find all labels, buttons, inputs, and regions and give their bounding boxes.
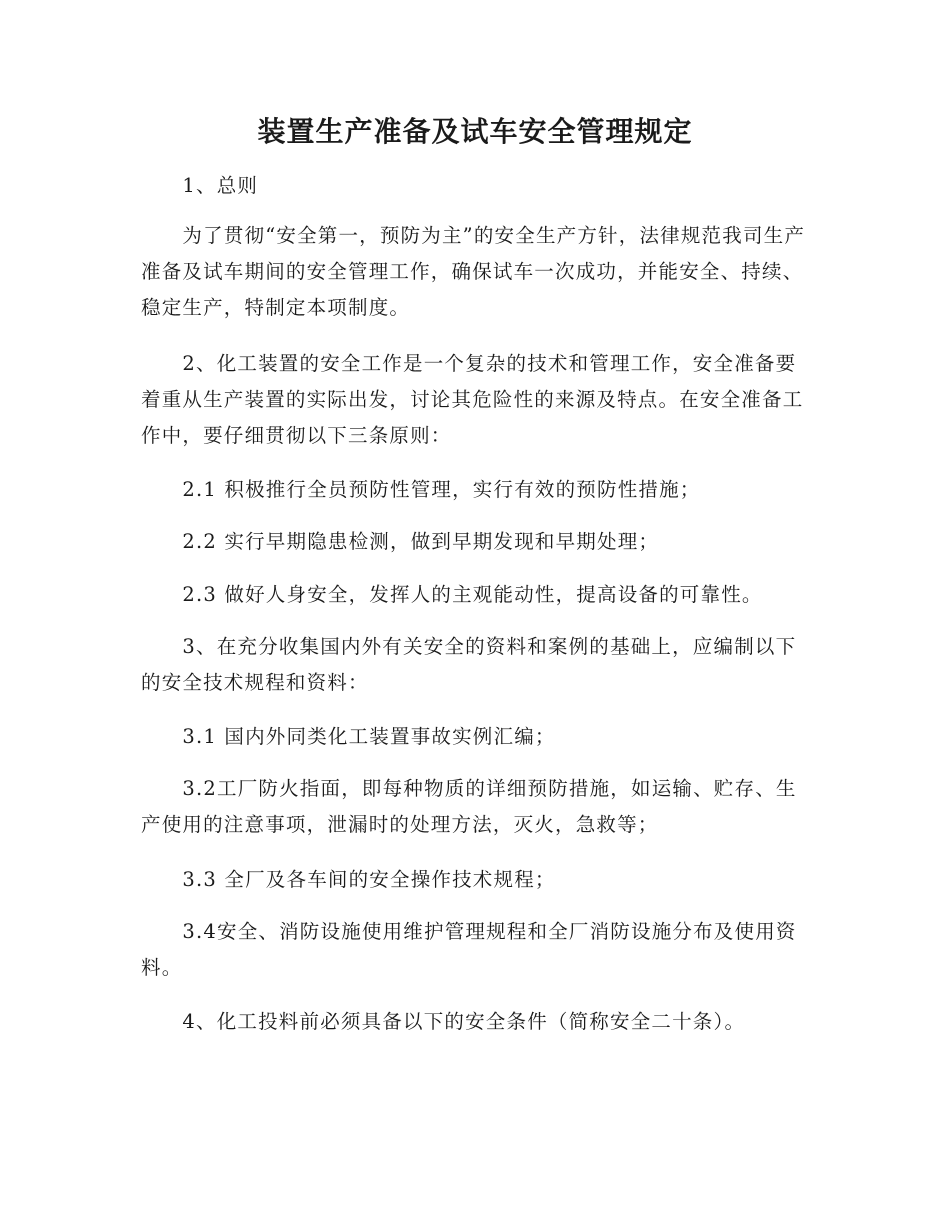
- paragraph-section-4: 4、化工投料前必须具备以下的安全条件（简称安全二十条）。: [141, 1010, 746, 1033]
- paragraph-3-2: 3.2工厂防火指面，即每种物质的详细预防措施，如运输、贮存、生产使用的注意事项，泄漏时的处理方法，灭火，急救等；: [141, 777, 797, 836]
- paragraph-purpose: 为了贯彻“安全第一，预防为主”的安全生产方针，法律规范我司生产准备及试车期间的安全管理工作，确保试车一次成功，并能安全、持续、稳定生产，特制定本项制度。: [141, 224, 806, 319]
- paragraph-2-1: 2.1 积极推行全员预防性管理，实行有效的预防性措施；: [141, 478, 701, 501]
- paragraph-section-3: 3、在充分收集国内外有关安全的资料和案例的基础上，应编制以下的安全技术规程和资料：: [141, 635, 797, 694]
- paragraph-3-1: 3.1 国内外同类化工装置事故实例汇编；: [141, 725, 556, 748]
- paragraph-general: 1、总则: [141, 174, 259, 197]
- paragraph-2-2: 2.2 实行早期隐患检测，做到早期发现和早期处理；: [141, 530, 660, 553]
- paragraph-2-3: 2.3 做好人身安全，发挥人的主观能动性，提高设备的可靠性。: [141, 583, 763, 606]
- paragraph-3-3: 3.3 全厂及各车间的安全操作技术规程；: [141, 868, 556, 891]
- document-title: 装置生产准备及试车安全管理规定: [257, 115, 693, 148]
- paragraph-3-4: 3.4安全、消防设施使用维护管理规程和全厂消防设施分布及使用资料。: [141, 920, 797, 979]
- paragraph-section-2: 2、化工装置的安全工作是一个复杂的技术和管理工作，安全准备要着重从生产装置的实际出发，讨论其危险性的来源及特点。在安全准备工作中，要仔细贯彻以下三条原则：: [141, 352, 804, 447]
